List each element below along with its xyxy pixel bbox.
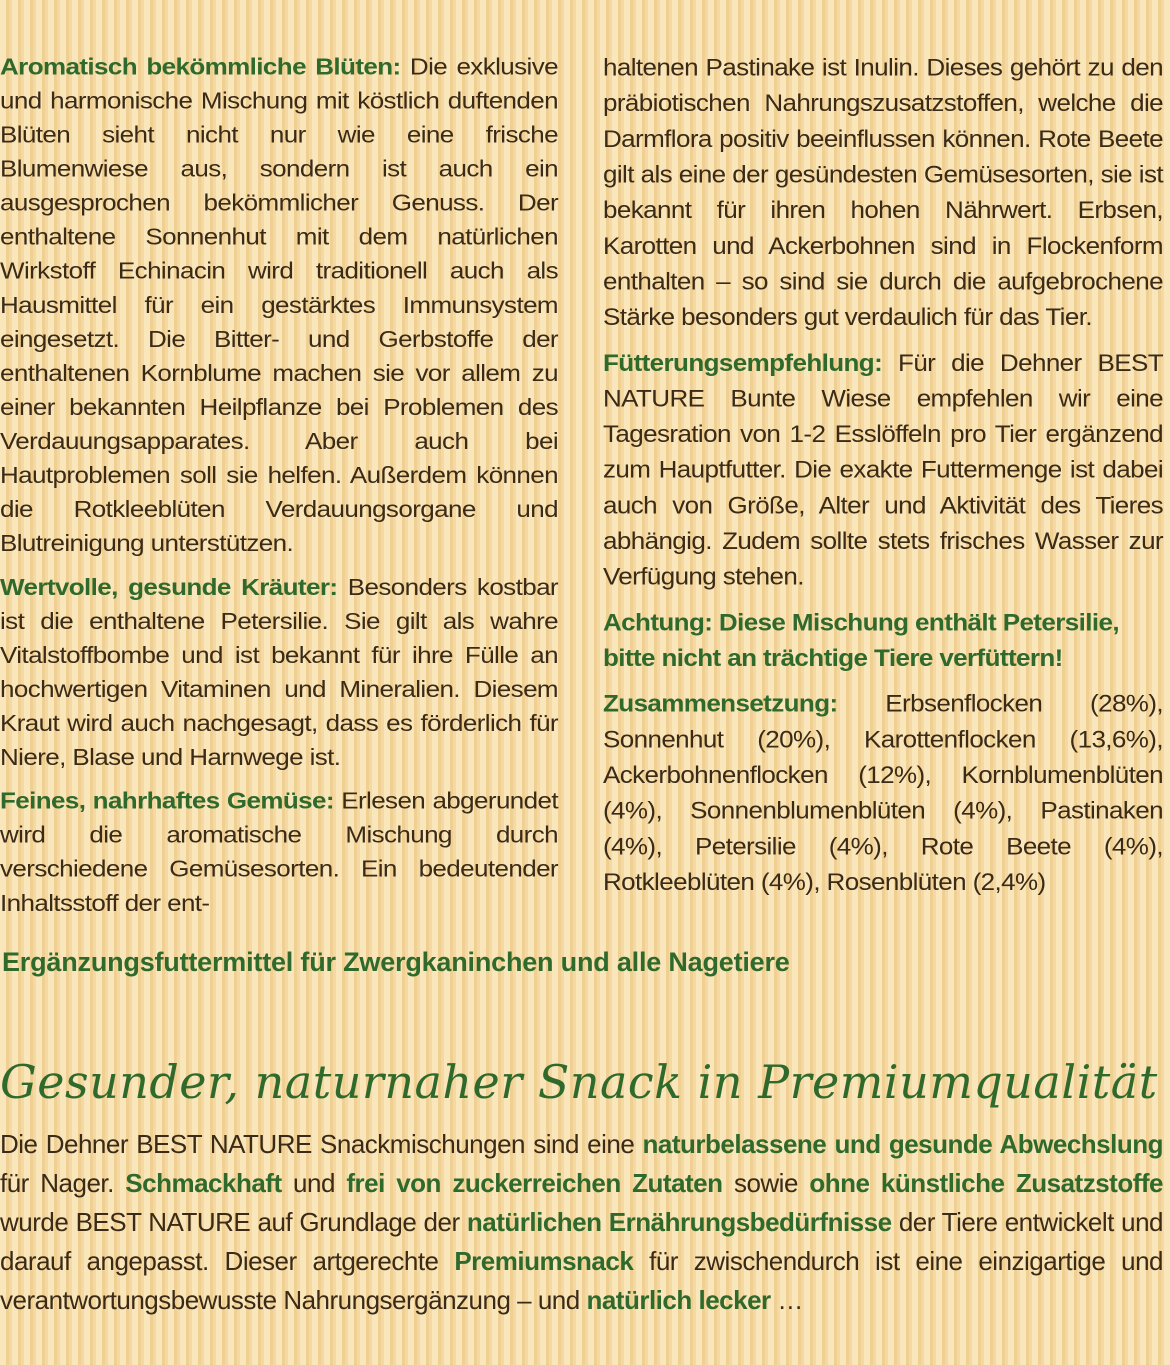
intro-text: wurde BEST NATURE auf Grundlage der — [0, 1207, 467, 1237]
right-column — [603, 50, 1163, 910]
intro-highlight: ohne künstliche Zusatzstoffe — [809, 1168, 1163, 1198]
intro-paragraph — [0, 1125, 1163, 1320]
heading-herbs: Wertvolle, gesunde Kräuter: — [0, 573, 338, 600]
intro-highlight: frei von zuckerreichen Zutaten — [346, 1168, 723, 1198]
paragraph-vegetables-cont — [603, 50, 1163, 335]
heading-vegetables: Feines, nahrhaftes Gemüse: — [0, 787, 334, 814]
script-heading: Gesunder, naturnaher Snack in Premiumqualität — [0, 1055, 1158, 1109]
paragraph-vegetables — [0, 784, 558, 920]
heading-composition: Zusammensetzung: — [603, 689, 838, 718]
intro-text: für zwischendurch ist eine einzigartige und verantwortungsbewusste Nahrungsergänzung – und — [0, 1246, 1163, 1315]
warning-text: Achtung: Diese Mischung enthält Petersilie, bitte nicht an trächtige Tiere verfüttern! — [603, 608, 1119, 672]
intro-highlight: Schmackhaft — [125, 1168, 282, 1198]
heading-flowers: Aromatisch bekömmliche Blüten: — [0, 53, 401, 80]
intro-text: für Nager. — [0, 1168, 126, 1198]
intro-text: der Tiere entwickelt und darauf angepasst. Dieser artgerechte — [0, 1207, 1163, 1276]
heading-feeding: Fütterungsempfehlung: — [603, 348, 883, 377]
intro-highlight: naturbelassene und gesunde Abwechslung — [642, 1129, 1163, 1159]
paragraph-composition — [603, 686, 1163, 900]
text-feeding: Für die Dehner BEST NATURE Bunte Wiese empfehlen wir eine Tagesration von 1-2 Esslöffeln pro Tier ergänzend zum Hauptfutter. Die exakte Futtermenge ist dabei auch von Größe, Alter und Aktivität des Tieres abhängig. Zudem sollte stets frisches Wasser zur Verfügung stehen. — [603, 348, 1163, 591]
text-flowers: Die exklusive und harmonische Mischung mit köstlich duftenden Blüten sieht nicht nur wie eine frische Blumenwiese aus, sondern ist auch ein ausgesprochen bekömmlicher Genuss. Der enthaltene Sonnenhut mit dem natürlichen Wirkstoff Echinacin wird traditionell auch als Hausmittel für ein gestärktes Immunsystem eingesetzt. Die Bitter- und Gerbstoffe der enthaltenen Kornblume machen sie vor allem zu einer bekannten Heilpflanze bei Problemen des Verdauungsapparates. Aber auch bei Hautproblemen soll sie helfen. Außerdem können die Rotkleeblüten Verdauungsorgane und Blutreinigung unterstützen. — [0, 53, 558, 557]
intro-highlight: natürlich lecker — [586, 1285, 771, 1315]
paragraph-flowers — [0, 50, 558, 561]
intro-text: und — [281, 1168, 347, 1198]
intro-highlight: Premiumsnack — [454, 1246, 634, 1276]
text-vegetables: Erlesen abgerundet wird die aromatische Mischung durch verschiedene Gemüsesorten. Ein bedeutender Inhaltsstoff der ent- — [0, 787, 559, 917]
paragraph-herbs — [0, 570, 558, 774]
intro-text: … — [770, 1285, 803, 1315]
text-vegetables-cont: haltenen Pastinake ist Inulin. Dieses gehört zu den präbiotischen Nahrungszusatzstoffen, welche die Darmflora positiv beeinflussen können. Rote Beete gilt als eine der gesündesten Gemüsesorten, sie ist bekannt für ihren hohen Nährwert. Erbsen, Karotten und Ackerbohnen sind in Flockenform enthalten – so sind sie durch die aufgebrochene Stärke besonders gut verdaulich für das Tier. — [603, 53, 1163, 331]
product-tagline: Ergänzungsfuttermittel für Zwergkaninchen und alle Nagetiere — [2, 947, 790, 977]
intro-text: sowie — [722, 1168, 810, 1198]
intro-highlight: natürlichen Ernährungsbedürfnisse — [466, 1207, 892, 1237]
text-herbs: Besonders kostbar ist die enthaltene Petersilie. Sie gilt als wahre Vitalstoffbombe und ist bekannt für ihre Fülle an hochwertigen Vitaminen und Mineralien. Diesem Kraut wird auch nachgesagt, dass es förderlich für Niere, Blase und Harnwege ist. — [0, 573, 558, 771]
text-composition: Erbsenflocken (28%), Sonnenhut (20%), Karottenflocken (13,6%), Ackerbohnenflocken (12%), Kornblumenblüten (4%), Sonnenblumenblüten (4%), Pastinaken (4%), Petersilie (4%), Rote Beete (4%), Rotkleeblüten (4%), Rosenblüten (2,4%) — [603, 689, 1163, 896]
left-column — [0, 50, 558, 930]
paragraph-feeding — [603, 345, 1163, 595]
intro-text: Die Dehner BEST NATURE Snackmischungen sind eine — [0, 1129, 643, 1159]
